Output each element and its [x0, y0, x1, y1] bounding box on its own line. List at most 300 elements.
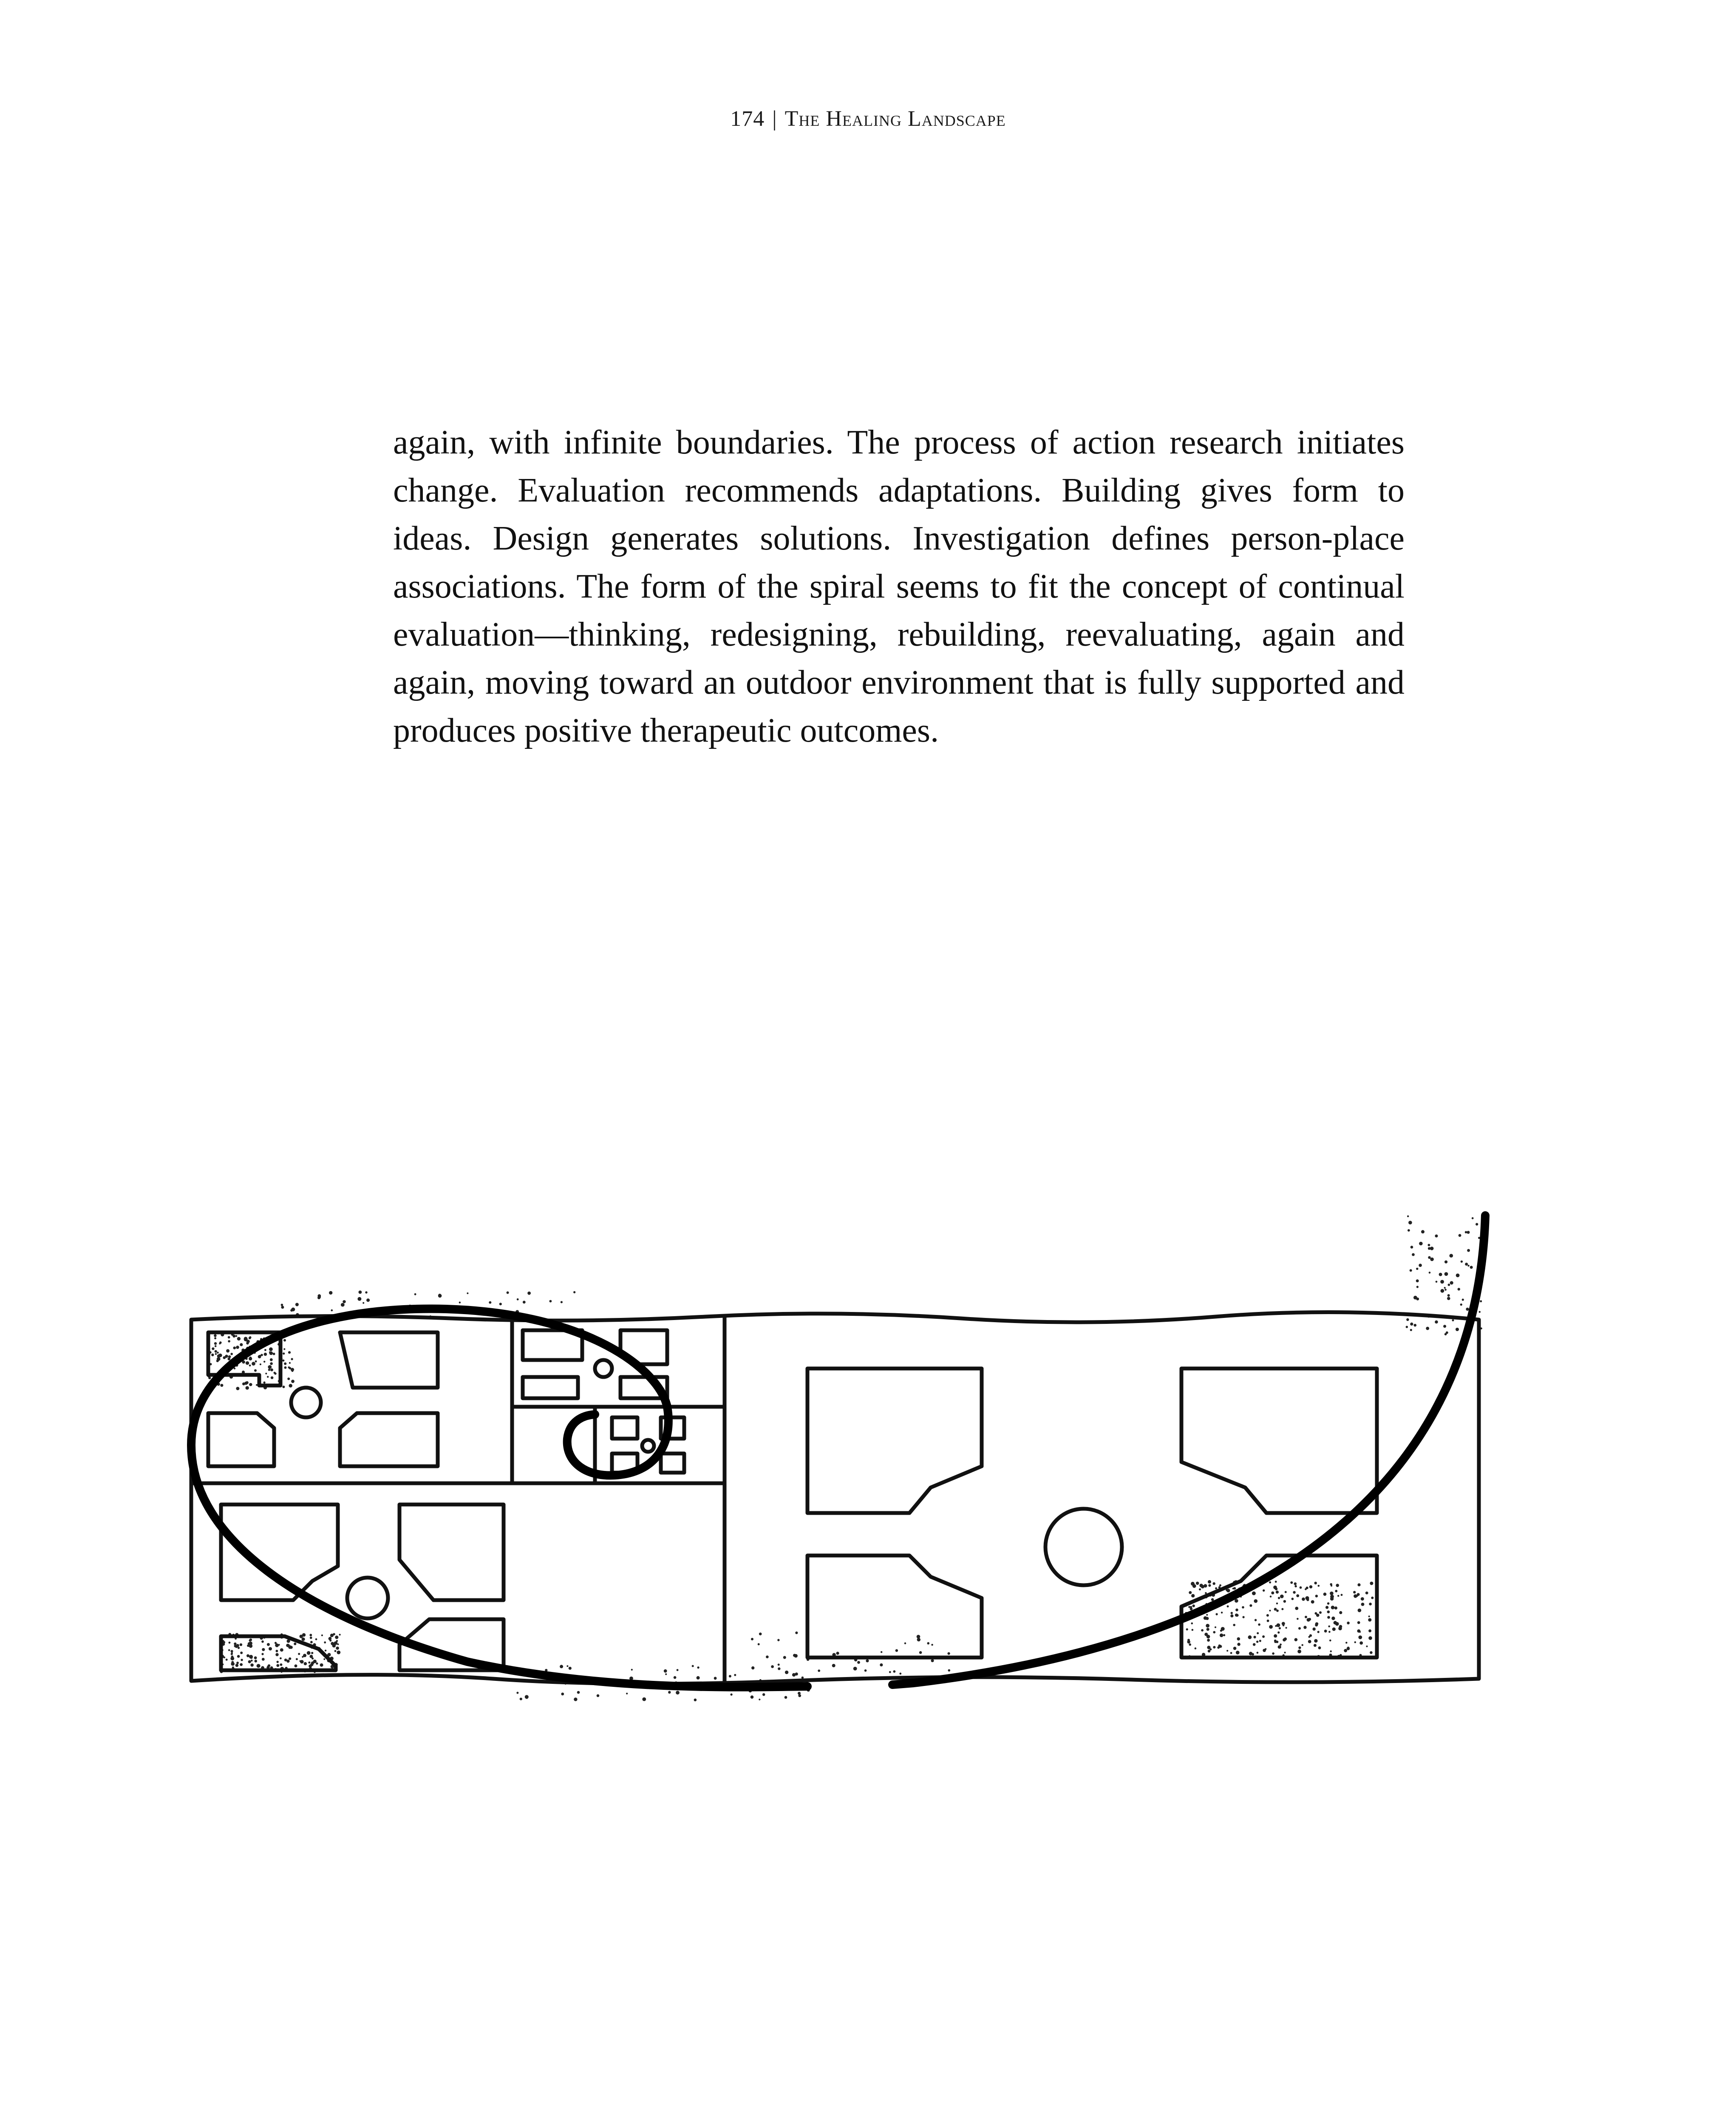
- stipple-dot: [288, 1366, 290, 1368]
- stipple-dot: [296, 1658, 298, 1660]
- stipple-dot: [526, 1697, 528, 1699]
- stipple-dot: [527, 1292, 531, 1295]
- stipple-dot: [784, 1696, 787, 1699]
- stipple-dot: [235, 1664, 238, 1667]
- stipple-dot: [751, 1666, 754, 1669]
- stipple-dot: [1187, 1640, 1190, 1644]
- fountain-circle: [642, 1440, 654, 1452]
- stipple-dot: [311, 1652, 313, 1654]
- stipple-dot: [277, 1661, 279, 1663]
- stipple-dot: [1254, 1599, 1258, 1603]
- stipple-dot: [1242, 1606, 1244, 1609]
- stipple-dot: [316, 1663, 318, 1665]
- stipple-dot: [1263, 1590, 1265, 1592]
- stipple-dot: [904, 1642, 906, 1644]
- stipple-dot: [1357, 1593, 1360, 1596]
- stipple-dot: [334, 1641, 338, 1645]
- stipple-dot: [866, 1659, 869, 1662]
- stipple-dot: [280, 1648, 283, 1652]
- stipple-dot: [262, 1658, 265, 1661]
- stipple-dot: [276, 1664, 279, 1667]
- stipple-dot: [1328, 1631, 1331, 1633]
- stipple-dot: [231, 1652, 233, 1654]
- stipple-dot: [255, 1660, 258, 1663]
- stipple-dot: [1456, 1328, 1459, 1331]
- stipple-dot: [300, 1660, 304, 1664]
- stipple-dot: [216, 1360, 219, 1362]
- stipple-dot: [240, 1663, 243, 1666]
- stipple-dot: [1406, 1318, 1409, 1321]
- stipple-dot: [438, 1294, 442, 1298]
- stipple-dot: [1370, 1582, 1373, 1585]
- stipple-dot: [798, 1694, 801, 1697]
- stipple-dot: [302, 1638, 305, 1641]
- stipple-dot: [321, 1635, 323, 1636]
- stipple-dot: [1314, 1639, 1317, 1643]
- stipple-dot: [1226, 1589, 1230, 1592]
- stipple-dot: [783, 1656, 786, 1659]
- stipple-dot: [1366, 1646, 1368, 1647]
- stipple-dot: [242, 1383, 245, 1386]
- stipple-dot: [1410, 1329, 1412, 1331]
- stipple-dot: [1207, 1646, 1210, 1649]
- stipple-dot: [1313, 1627, 1316, 1630]
- stipple-dot: [1235, 1609, 1238, 1612]
- stipple-dot: [1285, 1591, 1287, 1593]
- stipple-dot: [276, 1650, 278, 1652]
- stipple-dot: [263, 1381, 266, 1383]
- stipple-dot: [1277, 1632, 1280, 1634]
- stipple-dot: [1190, 1607, 1193, 1610]
- stipple-dot: [1354, 1641, 1356, 1643]
- stipple-dot: [283, 1352, 285, 1354]
- stipple-dot: [853, 1667, 857, 1671]
- stipple-dot: [1436, 1281, 1438, 1283]
- stipple-dot: [325, 1650, 326, 1652]
- stipple-dot: [1314, 1582, 1317, 1584]
- stipple-dot: [566, 1665, 568, 1667]
- stipple-dot: [329, 1291, 332, 1295]
- stipple-dot: [1270, 1595, 1272, 1597]
- stipple-dot: [1309, 1585, 1312, 1588]
- stipple-dot: [1307, 1618, 1310, 1621]
- fountain-circle: [1045, 1509, 1122, 1585]
- stipple-dot: [359, 1291, 362, 1294]
- stipple-dot: [1421, 1230, 1424, 1233]
- stipple-dot: [284, 1363, 286, 1365]
- stipple-dot: [1358, 1609, 1362, 1612]
- header-separator: |: [772, 107, 777, 131]
- stipple-dot: [1189, 1591, 1192, 1594]
- stipple-dot: [895, 1649, 898, 1652]
- stipple-dot: [1199, 1588, 1201, 1590]
- stipple-dot: [1450, 1281, 1453, 1284]
- stipple-dot: [304, 1662, 307, 1666]
- stipple-dot: [794, 1654, 798, 1658]
- bed: [340, 1413, 438, 1466]
- stipple-dot: [785, 1671, 788, 1674]
- stipple-dot: [1265, 1648, 1266, 1650]
- stipple-dot: [1308, 1640, 1311, 1643]
- stipple-dot: [249, 1655, 253, 1659]
- bed: [1181, 1368, 1377, 1513]
- stipple-dot: [1444, 1261, 1447, 1264]
- stipple-dot: [246, 1381, 249, 1383]
- stipple-dot: [1278, 1645, 1281, 1649]
- stipple-dot: [1466, 1308, 1469, 1311]
- stipple-dot: [1370, 1651, 1373, 1654]
- stipple-dot: [1255, 1619, 1257, 1621]
- stipple-dot: [1295, 1607, 1298, 1610]
- bed: [612, 1417, 637, 1439]
- stipple-dot: [1470, 1266, 1473, 1269]
- stipple-dot: [1213, 1646, 1215, 1649]
- stipple-dot: [278, 1644, 280, 1646]
- stipple-dot: [792, 1673, 796, 1677]
- stipple-dot: [215, 1350, 217, 1353]
- stipple-dot: [561, 1693, 564, 1696]
- stipple-dot: [231, 1650, 233, 1652]
- stipple-dot: [1416, 1298, 1419, 1300]
- stipple-dot: [289, 1384, 292, 1387]
- fountain-circle: [347, 1578, 388, 1618]
- stipple-dot: [1233, 1624, 1235, 1626]
- stipple-dot: [1226, 1650, 1228, 1652]
- stipple-dot: [218, 1354, 222, 1357]
- stipple-dot: [1446, 1332, 1448, 1334]
- stipple-dot: [270, 1368, 273, 1371]
- stipple-dot: [1269, 1581, 1271, 1584]
- stipple-dot: [1452, 1319, 1454, 1321]
- stipple-dot: [1281, 1608, 1283, 1610]
- stipple-dot: [230, 1657, 234, 1660]
- stipple-dot: [1450, 1254, 1453, 1258]
- stipple-dot: [307, 1651, 311, 1655]
- stipple-dot: [1258, 1624, 1260, 1626]
- stipple-dot: [1192, 1584, 1196, 1588]
- stipple-dot: [1237, 1637, 1240, 1640]
- stipple-dot: [561, 1301, 563, 1303]
- stipple-dot: [241, 1659, 243, 1661]
- stipple-dot: [1456, 1274, 1460, 1278]
- stipple-dot: [1216, 1613, 1218, 1615]
- stipple-dot: [320, 1663, 323, 1667]
- stipple-dot: [516, 1692, 518, 1694]
- stipple-dot: [249, 1365, 251, 1367]
- stipple-dot: [467, 1292, 468, 1294]
- stipple-dot: [1284, 1652, 1286, 1653]
- stipple-dot: [899, 1673, 901, 1675]
- stipple-dot: [1290, 1581, 1293, 1584]
- stipple-dot: [1273, 1586, 1277, 1590]
- stipple-dot: [282, 1360, 284, 1362]
- stipple-dot: [1467, 1265, 1469, 1266]
- stipple-dot: [226, 1659, 228, 1661]
- stipple-dot: [1213, 1582, 1215, 1585]
- stipple-dot: [1252, 1592, 1256, 1595]
- stipple-dot: [766, 1655, 769, 1658]
- stipple-dot: [1294, 1585, 1297, 1587]
- stipple-dot: [335, 1635, 338, 1639]
- stipple-dot: [1447, 1297, 1450, 1300]
- stipple-dot: [1275, 1625, 1277, 1627]
- stipple-dot: [336, 1646, 339, 1650]
- stipple-dot: [1269, 1610, 1271, 1612]
- stipple-dot: [1298, 1627, 1301, 1630]
- stipple-dot: [249, 1357, 252, 1360]
- stipple-dot: [751, 1638, 753, 1640]
- stipple-dot: [697, 1676, 700, 1680]
- stipple-dot: [1408, 1221, 1412, 1224]
- stipple-dot: [365, 1291, 367, 1293]
- stipple-dot: [1334, 1606, 1337, 1609]
- stipple-dot: [1361, 1603, 1365, 1606]
- stipple-dot: [244, 1337, 248, 1340]
- stipple-dot: [261, 1354, 263, 1356]
- stipple-dot: [1327, 1602, 1330, 1605]
- stipple-dot: [948, 1652, 950, 1655]
- stipple-dot: [1443, 1325, 1446, 1328]
- stipple-dot: [295, 1664, 297, 1667]
- stipple-dot: [291, 1358, 293, 1360]
- stipple-dot: [250, 1663, 254, 1667]
- stipple-dot: [298, 1653, 300, 1655]
- stipple-dot: [270, 1362, 273, 1365]
- stipple-dot: [507, 1292, 509, 1294]
- stipple-dot: [1297, 1618, 1299, 1620]
- stipple-dot: [1416, 1268, 1418, 1270]
- stipple-dot: [235, 1335, 237, 1337]
- stipple-dot: [1249, 1604, 1252, 1607]
- stipple-dot: [246, 1342, 249, 1344]
- stipple-dot: [1460, 1303, 1462, 1306]
- stipple-dot: [240, 1643, 242, 1646]
- stipple-dot: [1191, 1622, 1193, 1624]
- stipple-dot: [234, 1645, 237, 1647]
- running-head: [0, 106, 1736, 131]
- stipple-dot: [1430, 1258, 1434, 1261]
- stipple-dot: [881, 1651, 882, 1653]
- stipple-dot: [308, 1661, 310, 1663]
- bed: [221, 1504, 338, 1600]
- stipple-dot: [1331, 1606, 1335, 1609]
- stipple-dot: [1317, 1631, 1320, 1633]
- stipple-dot: [1334, 1621, 1337, 1624]
- stipple-dot: [302, 1633, 306, 1637]
- stipple-dot: [1458, 1234, 1461, 1237]
- stipple-dot: [1302, 1598, 1305, 1601]
- stipple-dot: [264, 1353, 267, 1356]
- stipple-dot: [1306, 1598, 1309, 1601]
- stipple-dot: [1353, 1591, 1356, 1593]
- stipple-dot: [215, 1353, 217, 1355]
- stipple-dot: [1368, 1615, 1370, 1617]
- stipple-dot: [1196, 1582, 1199, 1585]
- stipple-dot: [1428, 1256, 1430, 1259]
- stipple-dot: [339, 1634, 341, 1635]
- stipple-dot: [1195, 1647, 1197, 1649]
- stipple-dot: [1276, 1603, 1278, 1604]
- stipple-dot: [249, 1383, 252, 1386]
- stipple-dot: [287, 1377, 290, 1380]
- stipple-dot: [310, 1637, 312, 1639]
- stipple-shading: [207, 1216, 1484, 1702]
- stipple-dot: [1208, 1580, 1211, 1584]
- stipple-dot: [214, 1334, 217, 1337]
- stipple-dot: [750, 1695, 754, 1699]
- stipple-dot: [1327, 1610, 1330, 1613]
- bed: [340, 1332, 438, 1388]
- stipple-dot: [1347, 1622, 1350, 1625]
- stipple-dot: [269, 1352, 271, 1353]
- stipple-dot: [1298, 1646, 1301, 1649]
- stipple-dot: [362, 1302, 364, 1304]
- stipple-dot: [343, 1300, 346, 1303]
- stipple-dot: [1257, 1652, 1259, 1654]
- stipple-dot: [1300, 1587, 1302, 1589]
- stipple-dot: [238, 1647, 240, 1649]
- stipple-dot: [289, 1658, 291, 1660]
- stipple-dot: [1448, 1284, 1450, 1286]
- stipple-dot: [283, 1348, 285, 1350]
- fountain-circle: [595, 1360, 612, 1377]
- stipple-dot: [214, 1342, 217, 1345]
- stipple-dot: [275, 1642, 277, 1644]
- stipple-dot: [778, 1663, 780, 1666]
- stipple-dot: [1256, 1640, 1258, 1643]
- bed: [807, 1556, 982, 1658]
- stipple-dot: [228, 1336, 230, 1339]
- stipple-dot: [1191, 1594, 1195, 1598]
- stipple-dot: [1215, 1587, 1217, 1590]
- stipple-dot: [1309, 1634, 1312, 1637]
- stipple-dot: [694, 1699, 697, 1702]
- stipple-dot: [240, 1343, 243, 1346]
- stipple-dot: [664, 1669, 667, 1673]
- stipple-dot: [1293, 1591, 1295, 1594]
- stipple-dot: [1254, 1636, 1256, 1638]
- stipple-dot: [931, 1659, 934, 1662]
- stipple-dot: [864, 1669, 867, 1672]
- bed: [399, 1504, 504, 1600]
- stipple-dot: [257, 1664, 261, 1668]
- stipple-dot: [489, 1301, 491, 1304]
- stipple-dot: [626, 1693, 628, 1694]
- stipple-dot: [249, 1337, 251, 1339]
- stipple-dot: [459, 1302, 461, 1303]
- stipple-dot: [228, 1649, 230, 1651]
- fountain-circle: [291, 1388, 321, 1417]
- stipple-dot: [262, 1648, 265, 1651]
- stipple-dot: [1279, 1627, 1281, 1629]
- stipple-dot: [248, 1660, 251, 1663]
- stipple-dot: [1208, 1650, 1211, 1653]
- stipple-dot: [1444, 1289, 1447, 1291]
- stipple-dot: [280, 1663, 282, 1666]
- stipple-dot: [1306, 1587, 1308, 1589]
- stipple-dot: [1208, 1584, 1211, 1587]
- stipple-dot: [1323, 1592, 1327, 1596]
- bed: [208, 1413, 274, 1466]
- stipple-dot: [1406, 1326, 1408, 1328]
- stipple-dot: [697, 1666, 699, 1669]
- stipple-dot: [246, 1654, 249, 1657]
- stipple-dot: [1426, 1327, 1429, 1330]
- stipple-dot: [880, 1663, 883, 1666]
- stipple-dot: [778, 1667, 780, 1670]
- stipple-dot: [334, 1650, 337, 1652]
- stipple-dot: [631, 1669, 633, 1671]
- stipple-dot: [217, 1352, 219, 1354]
- stipple-dot: [1319, 1611, 1322, 1614]
- stipple-dot: [1233, 1647, 1237, 1650]
- stipple-dot: [226, 1349, 229, 1353]
- stipple-dot: [1206, 1624, 1209, 1628]
- stipple-dot: [270, 1358, 273, 1361]
- stipple-dot: [1458, 1288, 1460, 1290]
- stipple-dot: [857, 1661, 860, 1664]
- stipple-dot: [1412, 1253, 1415, 1256]
- stipple-dot: [315, 1638, 317, 1640]
- stipple-dot: [267, 1376, 269, 1377]
- stipple-dot: [1259, 1640, 1261, 1642]
- stipple-dot: [1339, 1611, 1342, 1614]
- stipple-dot: [1206, 1635, 1210, 1639]
- stipple-dot: [290, 1309, 293, 1312]
- stipple-dot: [1467, 1231, 1470, 1234]
- stipple-dot: [220, 1384, 223, 1387]
- stipple-dot: [289, 1362, 291, 1364]
- stipple-dot: [1369, 1603, 1372, 1606]
- stipple-dot: [1276, 1591, 1279, 1594]
- stipple-dot: [249, 1644, 253, 1648]
- stipple-dot: [597, 1694, 600, 1697]
- stipple-dot: [771, 1665, 774, 1668]
- stipple-dot: [668, 1691, 671, 1694]
- stipple-dot: [228, 1355, 231, 1358]
- stipple-dot: [1444, 1287, 1446, 1289]
- golden-spiral-garden-illustration: [153, 1207, 1640, 1717]
- stipple-dot: [1274, 1634, 1277, 1638]
- stipple-dot: [1440, 1280, 1444, 1284]
- stipple-dot: [227, 1355, 228, 1357]
- stipple-dot: [1276, 1609, 1279, 1612]
- stipple-dot: [818, 1669, 820, 1672]
- stipple-dot: [1294, 1639, 1297, 1641]
- stipple-dot: [231, 1662, 235, 1666]
- stipple-dot: [1221, 1627, 1225, 1631]
- stipple-dot: [1435, 1235, 1438, 1238]
- stipple-dot: [229, 1642, 231, 1644]
- stipple-dot: [312, 1658, 314, 1660]
- stipple-dot: [1407, 1216, 1409, 1217]
- stipple-dot: [1305, 1616, 1307, 1618]
- stipple-dot: [323, 1658, 325, 1660]
- stipple-dot: [281, 1304, 283, 1306]
- stipple-dot: [268, 1368, 270, 1371]
- stipple-dot: [1275, 1581, 1277, 1583]
- stipple-dot: [1419, 1242, 1423, 1246]
- stipple-dot: [1227, 1605, 1229, 1607]
- stipple-dot: [1329, 1640, 1331, 1642]
- stipple-dot: [1480, 1300, 1482, 1302]
- stipple-dot: [1315, 1624, 1318, 1626]
- stipple-dot: [1419, 1264, 1422, 1267]
- stipple-dot: [1230, 1652, 1232, 1654]
- stipple-dot: [676, 1691, 680, 1694]
- stipple-dot: [1266, 1614, 1269, 1617]
- stipple-dot: [1330, 1583, 1332, 1586]
